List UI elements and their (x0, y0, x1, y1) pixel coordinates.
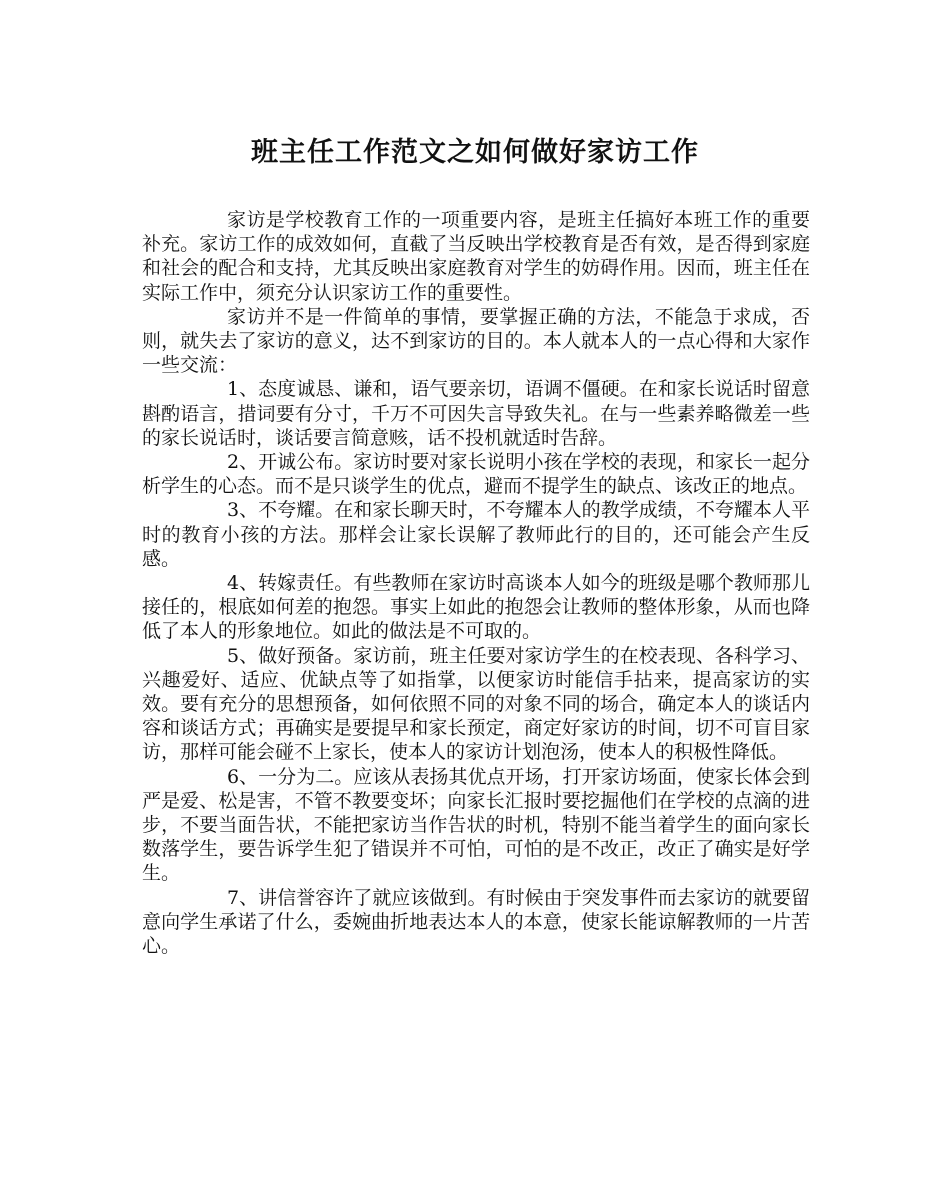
paragraph-item-1: 1、态度诚恳、谦和，语气要亲切，语调不僵硬。在和家长说话时留意斟酌语言，措词要有分寸，千万不可因失言导致失礼。在与一些素养略微差一些的家长说话时，谈话要言简意赅，话不投机就适时告辞。 (142, 378, 810, 449)
document-title: 班主任工作范文之如何做好家访工作 (251, 137, 699, 168)
paragraph-item-7: 7、讲信誉容许了就应该做到。有时候由于突发事件而去家访的就要留意向学生承诺了什么，委婉曲折地表达本人的本意，使家长能谅解教师的一片苦心。 (142, 886, 810, 958)
paragraph-method: 家访并不是一件简单的事情，要掌握正确的方法，不能急于求成，否则，就失去了家访的意义，达不到家访的目的。本人就本人的一点心得和大家作一些交流： (142, 305, 810, 377)
paragraph-item-6: 6、一分为二。应该从表扬其优点开场，打开家访场面，使家长体会到严是爱、松是害，不管不教要变坏；向家长汇报时要挖掘他们在学校的点滴的进步，不要当面告状，不能把家访当作告状的时机，特别不能当着学生的面向家长数落学生，要告诉学生犯了错误并不可怕，可怕的是不改正，改正了确实是好学生。 (142, 765, 810, 885)
document-body (142, 208, 810, 958)
paragraph-item-5: 5、做好预备。家访前，班主任要对家访学生的在校表现、各科学习、兴趣爱好、适应、优缺点等了如指掌，以便家访时能信手拈来，提高家访的实效。要有充分的思想预备，如何依照不同的对象不同的场合，确定本人的谈话内容和谈话方式；再确实是要提早和家长预定，商定好家访的时间，切不可盲目家访，那样可能会碰不上家长，使本人的家访计划泡汤，使本人的积极性降低。 (142, 644, 810, 764)
paragraph-item-2: 2、开诚公布。家访时要对家长说明小孩在学校的表现，和家长一起分析学生的心态。而不是只谈学生的优点，避而不提学生的缺点、该改正的地点。 (142, 451, 810, 498)
paragraph-item-3: 3、不夸耀。在和家长聊天时，不夸耀本人的教学成绩，不夸耀本人平时的教育小孩的方法。那样会让家长误解了教师此行的目的，还可能会产生反感。 (142, 499, 810, 570)
paragraph-item-4: 4、转嫁责任。有些教师在家访时高谈本人如今的班级是哪个教师那儿接任的，根底如何差的抱怨。事实上如此的抱怨会让教师的整体形象，从而也降低了本人的形象地位。如此的做法是不可取的。 (142, 572, 810, 643)
paragraph-intro: 家访是学校教育工作的一项重要内容，是班主任搞好本班工作的重要补充。家访工作的成效如何，直截了当反映出学校教育是否有效，是否得到家庭和社会的配合和支持，尤其反映出家庭教育对学生的妨碍作用。因而，班主任在实际工作中，须充分认识家访工作的重要性。 (142, 209, 810, 304)
